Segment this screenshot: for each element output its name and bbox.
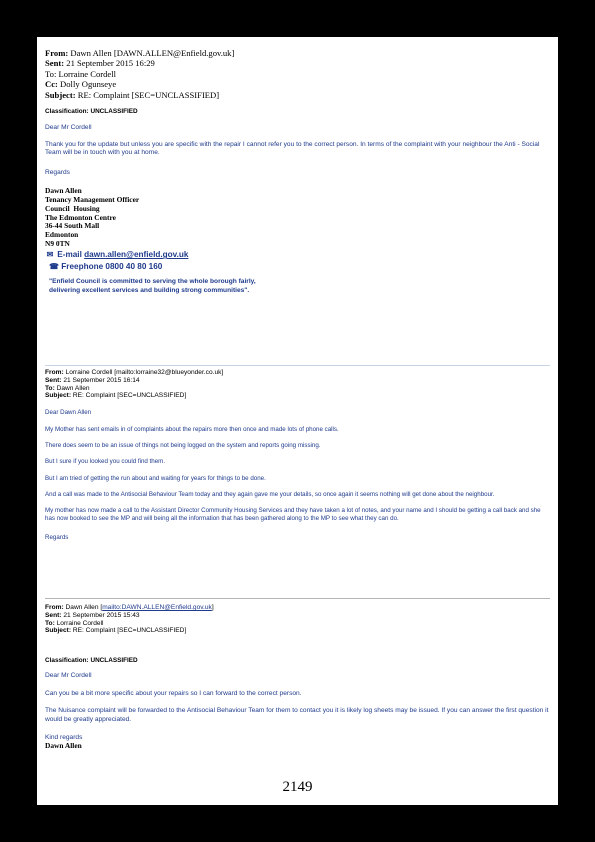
signature-town: Edmonton	[45, 230, 79, 240]
regards: Regards	[45, 533, 69, 541]
subject-value: RE: Complaint [SEC=UNCLASSIFIED]	[77, 89, 220, 100]
quote-line-1: "Enfield Council is committed to serving the whole borough fairly,	[49, 278, 256, 286]
from-name: Dawn Allen [	[65, 604, 103, 611]
subject-value: RE: Complaint [SEC=UNCLASSIFIED]	[72, 392, 187, 400]
cc-label: Cc:	[45, 79, 58, 90]
greeting: Dear Mr Cordell	[45, 124, 92, 132]
divider	[45, 365, 550, 366]
cc-value: Dolly Ogunseye	[60, 79, 117, 90]
email-thread	[45, 48, 550, 751]
sent-label: Sent:	[45, 611, 62, 619]
email-2	[45, 369, 550, 542]
sent-value: 21 September 2015 16:14	[63, 376, 140, 384]
sent-value: 21 September 2015 16:29	[66, 58, 155, 69]
signature-title: Tenancy Management Officer	[45, 194, 140, 204]
paragraph: But I sure if you looked you could find them.	[45, 458, 166, 466]
paragraph: My mother has now made a call to the Assistant Director Community Housing Services and they have taken a lot of notes, and your name and I should be getting a call back and she has now booked to see the MP and will being all the information that has been gathered along to the MP to see what they can do.	[45, 506, 541, 522]
email-1-body: Thank you for the update but unless you are specific with the repair I cannot refer you to the correct person. In terms of the complaint with your neighbour the Anti - Social Team will be in touch with you at home.	[45, 141, 540, 157]
email-1-header	[45, 48, 550, 100]
quote-line-2: delivering excellent services and building strong communities".	[49, 286, 250, 294]
signature-name: Dawn Allen	[45, 185, 82, 195]
from-close: ]	[211, 604, 214, 611]
sent-label: Sent:	[45, 376, 62, 384]
to-label: To:	[45, 619, 55, 627]
signature-building: The Edmonton Centre	[45, 212, 116, 222]
freephone: Freephone 0800 40 80 160	[61, 261, 163, 271]
contact-phone-line	[45, 261, 550, 273]
sent-value: 21 September 2015 15:43	[63, 611, 140, 619]
council-quote	[45, 278, 550, 295]
paragraph: Can you be a bit more specific about your repairs so I can forward to the correct person.	[45, 689, 302, 697]
subject-label: Subject:	[45, 89, 76, 100]
classification: Classification: UNCLASSIFIED	[45, 657, 138, 665]
signature-postcode: N9 0TN	[45, 239, 70, 249]
divider	[45, 598, 550, 599]
to-value: Lorraine Cordell	[58, 68, 117, 79]
phone-icon: ☎	[49, 261, 60, 271]
classification: Classification: UNCLASSIFIED	[45, 108, 138, 116]
document-page	[37, 37, 558, 805]
from-mailto-link[interactable]: mailto:DAWN.ALLEN@Enfield.gov.uk	[102, 604, 212, 611]
signature	[45, 187, 550, 249]
signature-street: 36-44 South Mall	[45, 221, 100, 231]
from-value: Lorraine Cordell [mailto:lorraine32@blueyonder.co.uk]	[65, 369, 224, 376]
from-value: Dawn Allen [DAWN.ALLEN@Enfield.gov.uk]	[70, 48, 235, 58]
sent-label: Sent:	[45, 58, 65, 69]
subject-label: Subject:	[45, 392, 72, 400]
signature-dept: Council Housing	[45, 203, 100, 213]
email-1	[45, 48, 550, 295]
page-number: 2149	[282, 779, 313, 795]
greeting: Dear Dawn Allen	[45, 409, 92, 417]
to-value: Dawn Allen	[56, 384, 90, 392]
regards: Regards	[45, 168, 70, 176]
paragraph: My Mother has sent emails in of complaints about the repairs more then once and made lots of phone calls.	[45, 426, 339, 434]
subject-label: Subject:	[45, 627, 72, 635]
to-value: Lorraine Cordell	[56, 619, 104, 627]
from-label: From:	[45, 48, 69, 58]
email-3-header	[45, 604, 550, 635]
greeting: Dear Mr Cordell	[45, 672, 92, 680]
signature-name: Dawn Allen	[45, 741, 82, 751]
to-label: To:	[45, 68, 57, 79]
email-2-header	[45, 369, 550, 400]
to-label: To:	[45, 384, 55, 392]
from-label: From:	[45, 604, 64, 611]
contact-email-line	[45, 249, 550, 261]
kind-regards: Kind regards	[45, 733, 83, 741]
subject-value: RE: Complaint [SEC=UNCLASSIFIED]	[72, 627, 187, 635]
envelope-icon: ✉	[46, 250, 54, 260]
paragraph: There does seem to be an issue of things not being logged on the system and reports going missing.	[45, 442, 321, 450]
email-link[interactable]: dawn.allen@enfield.gov.uk	[84, 250, 189, 260]
email-label: E-mail	[57, 250, 82, 260]
email-3	[45, 604, 550, 751]
paragraph: But I am tried of getting the run about and waiting for years for things to be done.	[45, 474, 266, 482]
paragraph: And a call was made to the Antisocial Behaviour Team today and they again gave me your details, so once again it seems nothing will get done about the neighbour.	[45, 490, 495, 498]
paragraph: The Nuisance complaint will be forwarded to the Antisocial Behaviour Team for them to contact you it is likely log sheets may be issued. If you can answer the first question it would be greatly appreciated.	[45, 707, 549, 723]
from-label: From:	[45, 369, 64, 376]
